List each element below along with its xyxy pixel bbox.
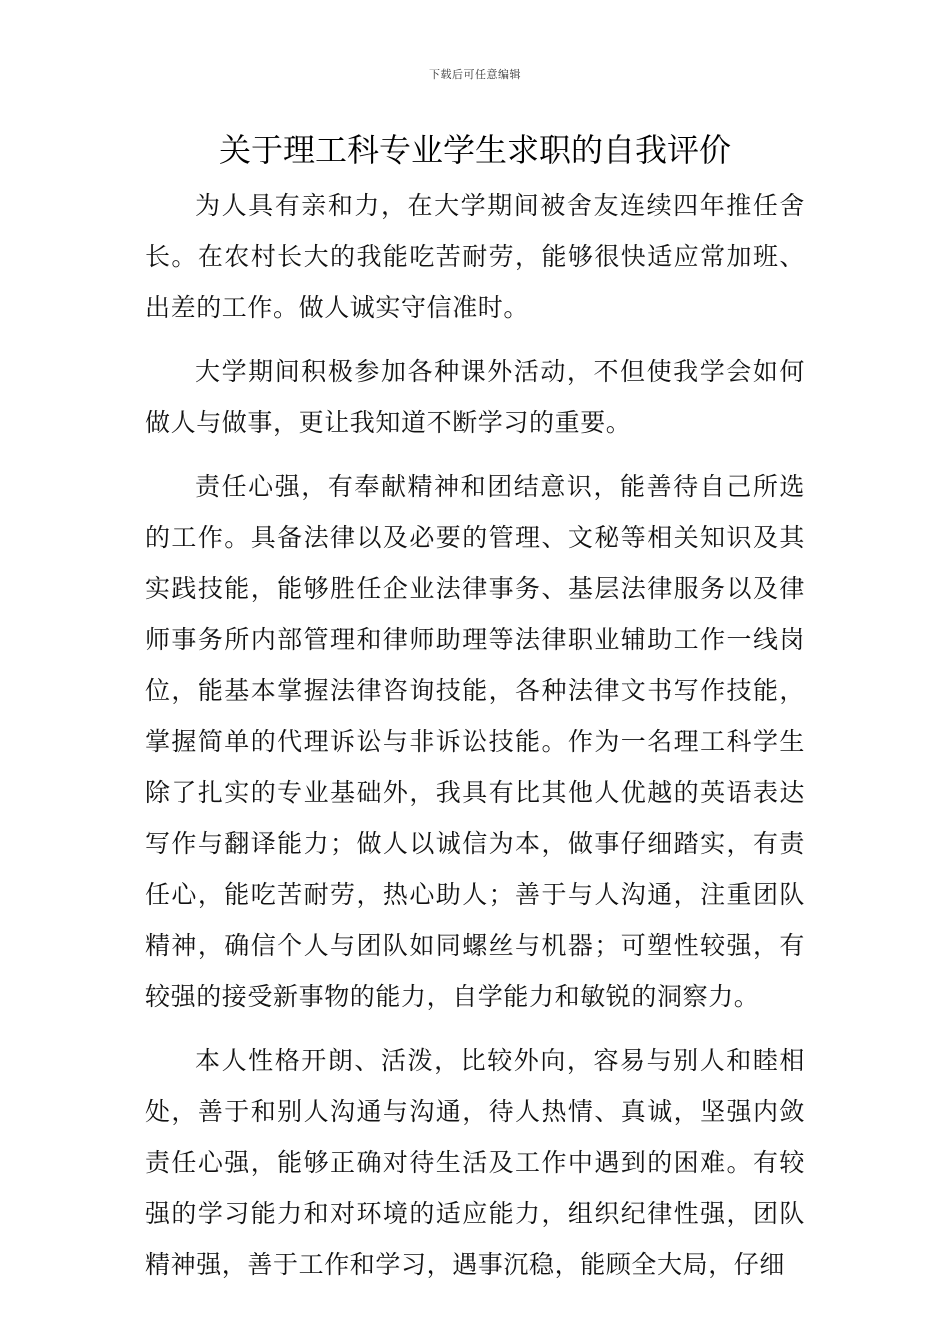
paragraph-2: 大学期间积极参加各种课外活动，不但使我学会如何做人与做事，更让我知道不断学习的重要。	[145, 357, 805, 437]
paragraph-4: 本人性格开朗、活泼，比较外向，容易与别人和睦相处，善于和别人沟通与沟通，待人热情、真诚，坚强内敛责任心强，能够正确对待生活及工作中遇到的困难。有较强的学习能力和对环境的适应能力，组织纪律性强，团队精神强，善于工作和学习，遇事沉稳，能顾全大局，仔细	[145, 1046, 805, 1279]
paragraph-3: 责任心强，有奉献精神和团结意识，能善待自己所选的工作。具备法律以及必要的管理、文秘等相关知识及其实践技能，能够胜任企业法律事务、基层法律服务以及律师事务所内部管理和律师助理等法律职业辅助工作一线岗位，能基本掌握法律咨询技能，各种法律文书写作技能，掌握简单的代理诉讼与非诉讼技能。作为一名理工科学生除了扎实的专业基础外，我具有比其他人优越的英语表达写作与翻译能力；做人以诚信为本，做事仔细踏实，有责任心，能吃苦耐劳，热心助人；善于与人沟通，注重团队精神，确信个人与团队如同螺丝与机器；可塑性较强，有较强的接受新事物的能力，自学能力和敏锐的洞察力。	[145, 472, 805, 1011]
header-note: 下载后可任意编辑	[429, 68, 521, 81]
paragraph-1: 为人具有亲和力，在大学期间被舍友连续四年推任舍长。在农村长大的我能吃苦耐劳，能够很快适应常加班、出差的工作。做人诚实守信准时。	[145, 191, 805, 322]
document-body	[145, 180, 805, 1303]
document-title: 关于理工科专业学生求职的自我评价	[218, 131, 731, 169]
